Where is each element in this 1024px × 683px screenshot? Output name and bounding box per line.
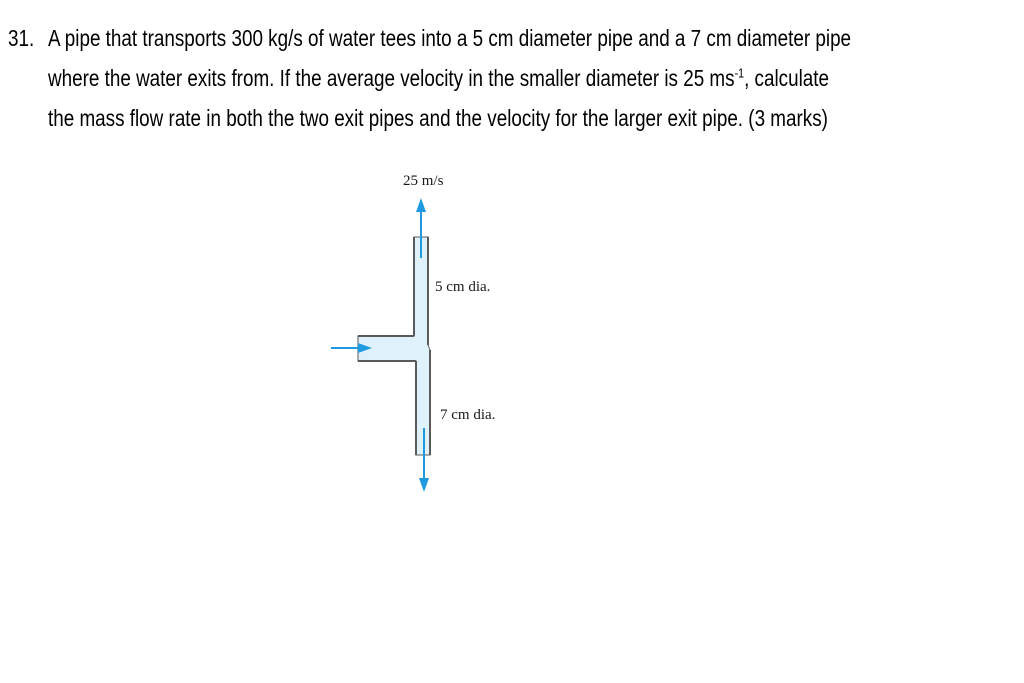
top-velocity-label: 25 m/s [403,173,444,189]
lower-pipe-diameter-label: 7 cm dia. [440,407,496,423]
question-line-1: A pipe that transports 300 kg/s of water tees into a 5 cm diameter pipe and a 7 cm diameter pipe [48,25,852,51]
question-number: 31. [8,25,35,51]
upper-pipe-diameter-label: 5 cm dia. [435,279,491,295]
tee-pipe-body [358,237,430,455]
question-line-2-tail: , calculate [744,65,829,91]
question-line-3: the mass flow rate in both the two exit pipes and the velocity for the larger exit pipe. (3 marks) [48,105,828,131]
question-line-2-text: where the water exits from. If the average velocity in the smaller diameter is 25 ms [48,65,735,91]
upward-flow-arrowhead-icon [416,198,426,212]
unit-exponent: -1 [734,65,745,81]
downward-flow-arrowhead-icon [419,478,429,492]
